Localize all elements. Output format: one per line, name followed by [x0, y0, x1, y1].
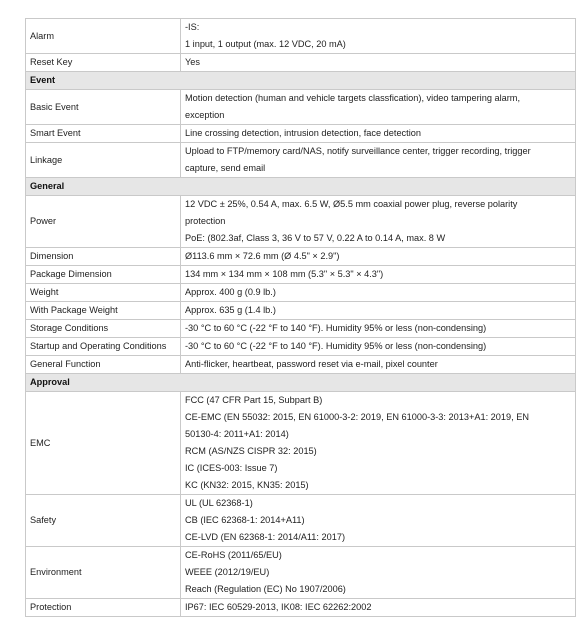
section-header-row [26, 178, 576, 196]
spec-value-line: -30 °C to 60 °C (-22 °F to 140 °F). Humidity 95% or less (non-condensing) [185, 341, 487, 351]
spec-value-line: CE-EMC (EN 55032: 2015, EN 61000-3-2: 2019, EN 61000-3-3: 2013+A1: 2019, EN [185, 412, 529, 422]
spec-value-line: Line crossing detection, intrusion detection, face detection [185, 128, 421, 138]
spec-row [26, 196, 576, 248]
spec-value [181, 392, 576, 495]
spec-row [26, 284, 576, 302]
spec-label: Smart Event [26, 125, 181, 143]
spec-sheet [25, 18, 571, 617]
spec-label: Startup and Operating Conditions [26, 338, 181, 356]
spec-label: Environment [26, 547, 181, 599]
spec-value-line: CE-RoHS (2011/65/EU) [185, 550, 282, 560]
spec-label: Safety [26, 495, 181, 547]
spec-value [181, 90, 576, 125]
spec-label: Storage Conditions [26, 320, 181, 338]
spec-value-line: Approx. 400 g (0.9 lb.) [185, 287, 276, 297]
spec-row [26, 143, 576, 178]
spec-value [181, 284, 576, 302]
spec-label: Basic Event [26, 90, 181, 125]
spec-value [181, 302, 576, 320]
section-title: Approval [26, 374, 576, 392]
spec-label: Package Dimension [26, 266, 181, 284]
spec-value-line: PoE: (802.3af, Class 3, 36 V to 57 V, 0.22 A to 0.14 A, max. 8 W [185, 233, 446, 243]
section-header-row [26, 374, 576, 392]
spec-value-line: KC (KN32: 2015, KN35: 2015) [185, 480, 309, 490]
spec-value-line: IC (ICES-003: Issue 7) [185, 463, 278, 473]
spec-value [181, 320, 576, 338]
spec-row [26, 248, 576, 266]
spec-label: Weight [26, 284, 181, 302]
spec-label: Alarm [26, 19, 181, 54]
spec-row [26, 547, 576, 599]
spec-value-line: Yes [185, 57, 200, 67]
spec-row [26, 302, 576, 320]
spec-value-line: CE-LVD (EN 62368-1: 2014/A11: 2017) [185, 532, 346, 542]
spec-row [26, 338, 576, 356]
spec-value-line: -IS: [185, 22, 200, 32]
spec-row [26, 599, 576, 617]
spec-value-line: 134 mm × 134 mm × 108 mm (5.3" × 5.3" × 4.3") [185, 269, 384, 279]
spec-value-line: UL (UL 62368-1) [185, 498, 253, 508]
spec-table [25, 18, 576, 617]
spec-value [181, 196, 576, 248]
spec-row [26, 392, 576, 495]
spec-value-line: protection [185, 216, 226, 226]
spec-value [181, 547, 576, 599]
spec-row [26, 320, 576, 338]
spec-value [181, 599, 576, 617]
spec-label: Protection [26, 599, 181, 617]
spec-row [26, 19, 576, 54]
spec-value [181, 356, 576, 374]
spec-label: General Function [26, 356, 181, 374]
spec-value-line: Approx. 635 g (1.4 lb.) [185, 305, 276, 315]
spec-value [181, 143, 576, 178]
spec-label: Linkage [26, 143, 181, 178]
spec-label: Power [26, 196, 181, 248]
spec-value-line: Motion detection (human and vehicle targets classfication), video tampering alarm, [185, 93, 521, 103]
spec-label: Dimension [26, 248, 181, 266]
spec-value-line: WEEE (2012/19/EU) [185, 567, 270, 577]
spec-value-line: Anti-flicker, heartbeat, password reset via e-mail, pixel counter [185, 359, 438, 369]
spec-label: With Package Weight [26, 302, 181, 320]
section-title: Event [26, 72, 576, 90]
spec-row [26, 266, 576, 284]
spec-value [181, 495, 576, 547]
spec-value-line: IP67: IEC 60529-2013, IK08: IEC 62262:2002 [185, 602, 372, 612]
spec-table-body [26, 19, 576, 617]
spec-value [181, 248, 576, 266]
spec-value [181, 19, 576, 54]
spec-value [181, 54, 576, 72]
spec-value-line: Ø113.6 mm × 72.6 mm (Ø 4.5" × 2.9") [185, 251, 340, 261]
spec-row [26, 495, 576, 547]
spec-row [26, 356, 576, 374]
spec-value-line: 12 VDC ± 25%, 0.54 A, max. 6.5 W, Ø5.5 mm coaxial power plug, reverse polarity [185, 199, 518, 209]
section-header-row [26, 72, 576, 90]
spec-row [26, 90, 576, 125]
spec-value [181, 125, 576, 143]
spec-value-line: -30 °C to 60 °C (-22 °F to 140 °F). Humidity 95% or less (non-condensing) [185, 323, 487, 333]
spec-row [26, 125, 576, 143]
spec-label: Reset Key [26, 54, 181, 72]
spec-value-line: RCM (AS/NZS CISPR 32: 2015) [185, 446, 317, 456]
spec-value-line: FCC (47 CFR Part 15, Subpart B) [185, 395, 323, 405]
spec-value-line: Reach (Regulation (EC) No 1907/2006) [185, 584, 346, 594]
spec-value-line: exception [185, 110, 225, 120]
section-title: General [26, 178, 576, 196]
spec-label: EMC [26, 392, 181, 495]
spec-value-line: 1 input, 1 output (max. 12 VDC, 20 mA) [185, 39, 346, 49]
spec-row [26, 54, 576, 72]
spec-value-line: Upload to FTP/memory card/NAS, notify surveillance center, trigger recording, trigger [185, 146, 531, 156]
spec-value-line: CB (IEC 62368-1: 2014+A11) [185, 515, 305, 525]
spec-value-line: 50130-4: 2011+A1: 2014) [185, 429, 289, 439]
spec-value [181, 266, 576, 284]
spec-value-line: capture, send email [185, 163, 266, 173]
spec-value [181, 338, 576, 356]
